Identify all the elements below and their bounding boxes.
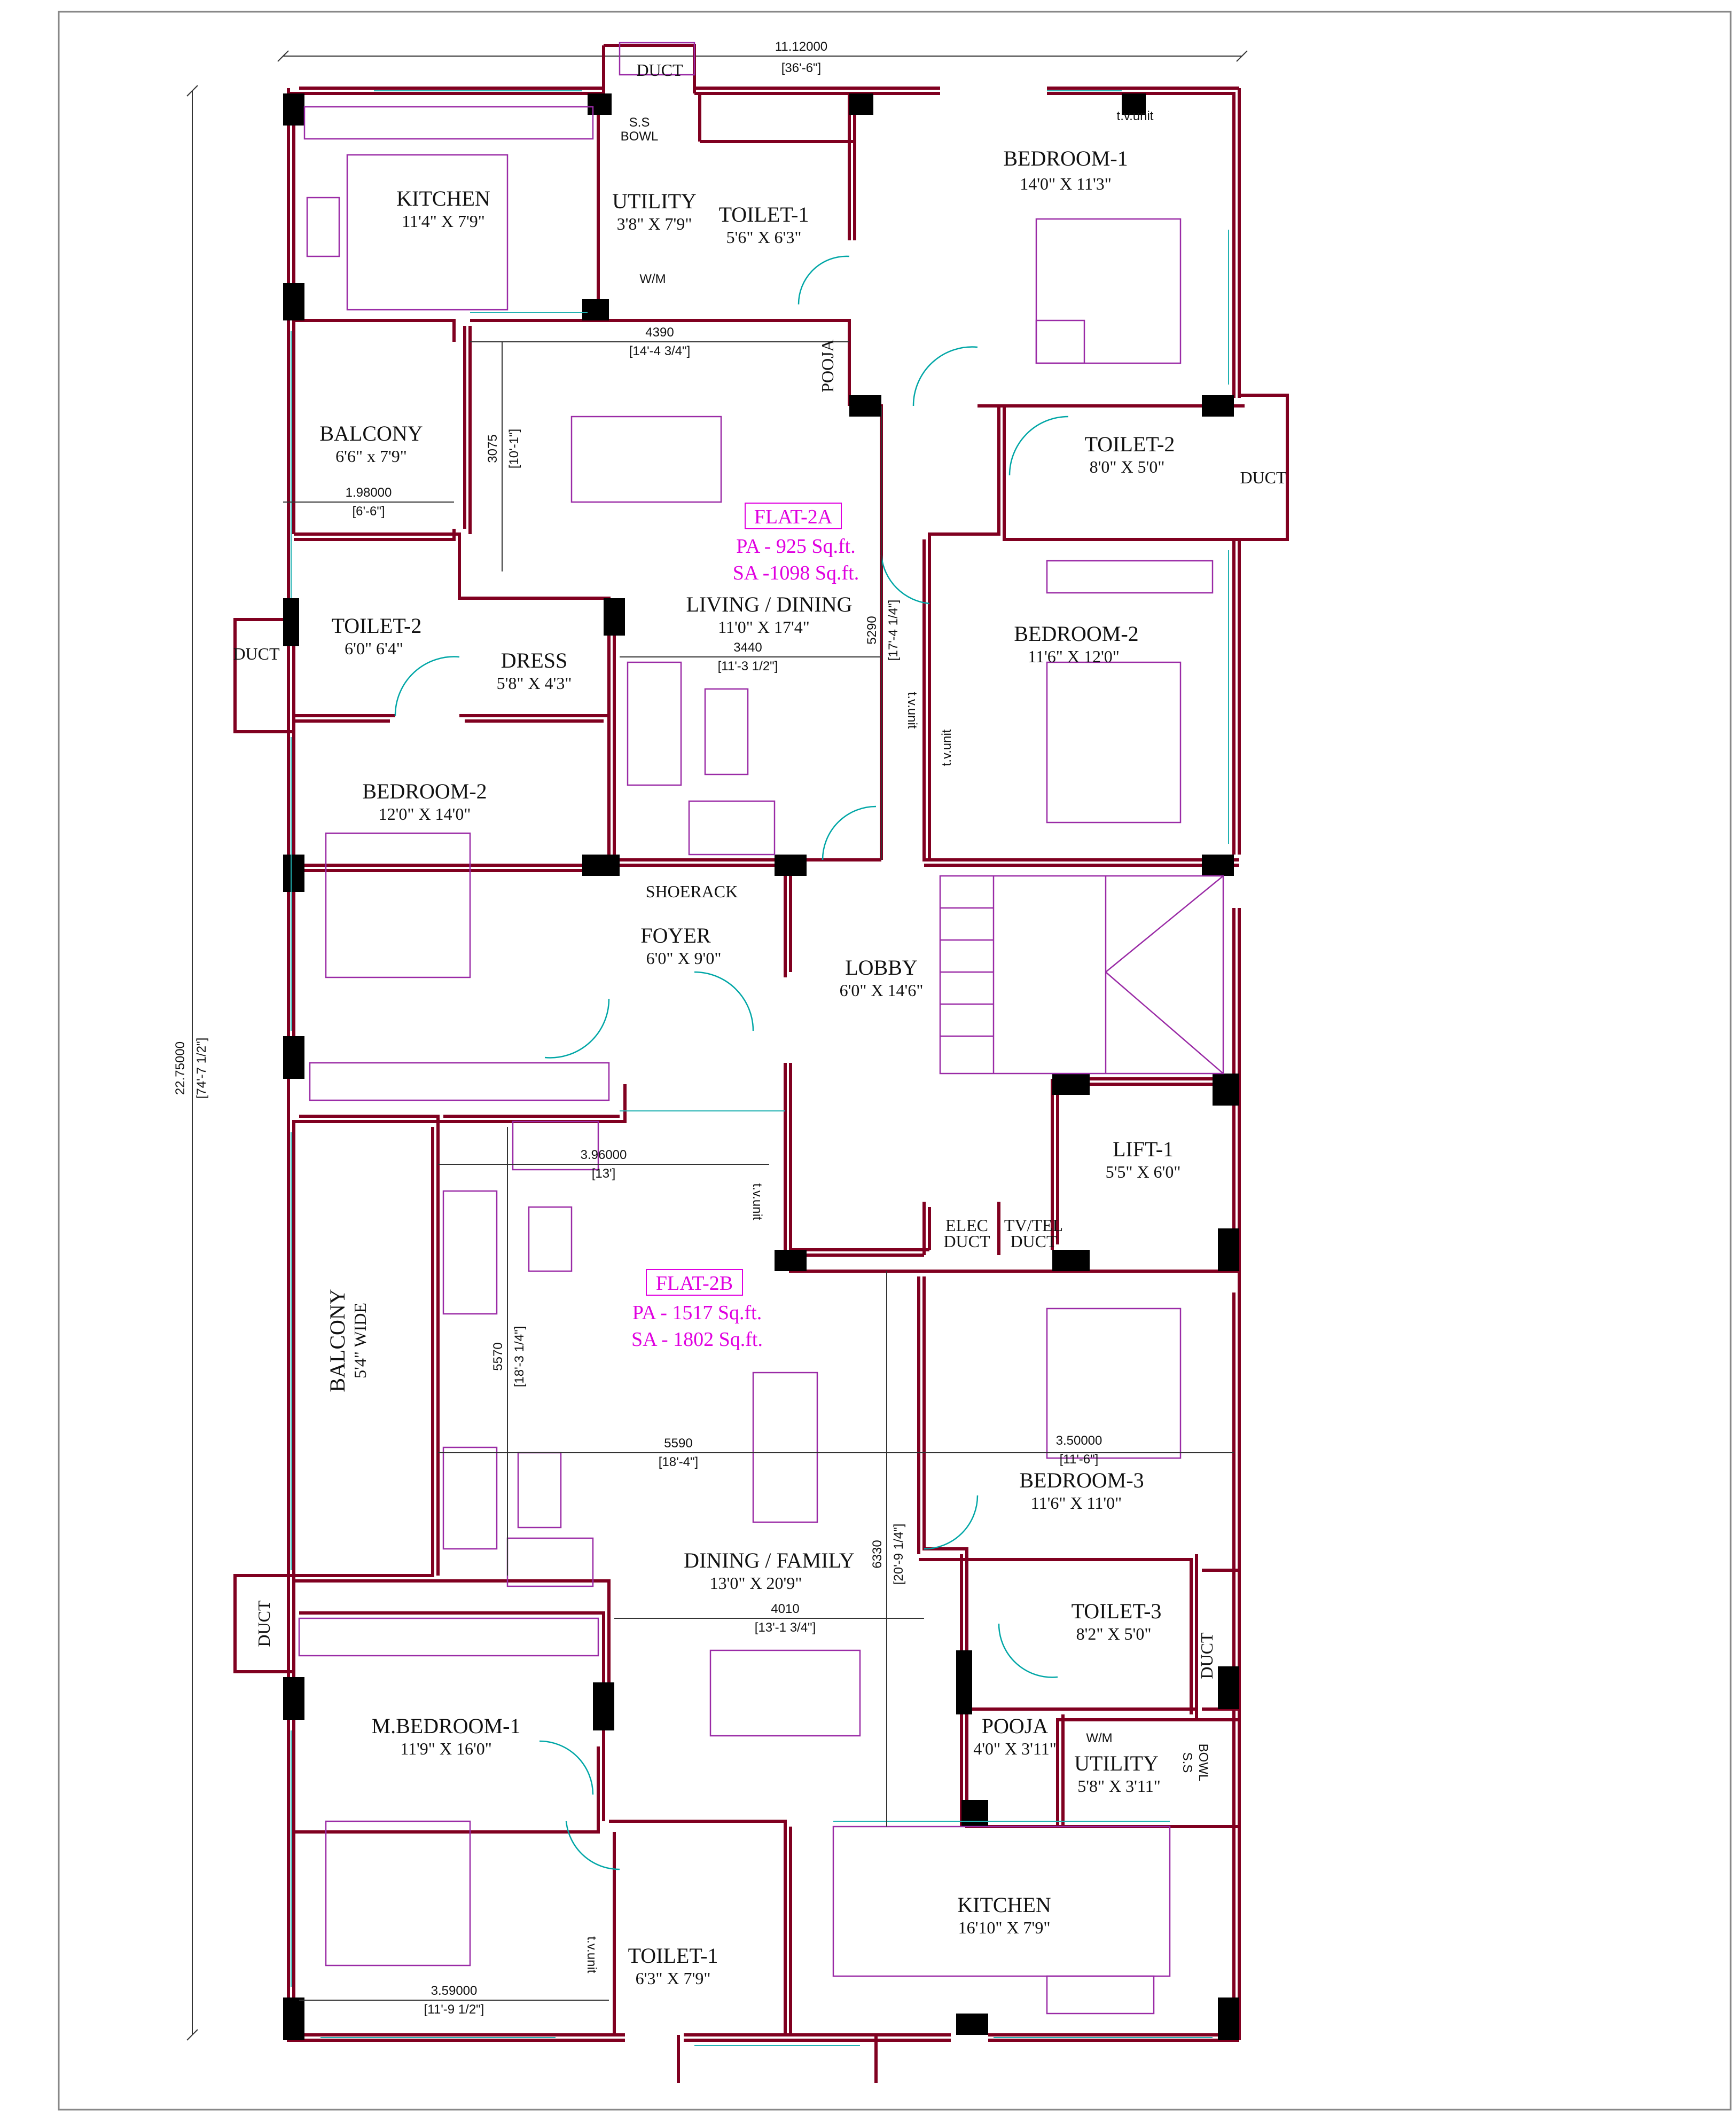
room-utility-top-dims: 3'8" X 7'9" [616,214,692,233]
overall-length-imperial: [74'-7 1/2"] [194,1037,209,1099]
tv-unit-label-family: t.v.unit [750,1183,764,1220]
room-toilet1-bottom-name: TOILET-1 [628,1944,718,1968]
dim-5590-imperial: [18'-4"] [658,1455,699,1469]
dim-359-metric: 3.59000 [431,1984,478,1998]
balcony-wide-dims: 5'4" WIDE [350,1303,370,1378]
room-lobby-name: LOBBY [845,955,918,980]
room-kitchen-bottom-name: KITCHEN [957,1893,1051,1917]
room-foyer-name: FOYER [640,923,711,947]
ss-bowl-label-2: BOWL [620,129,659,144]
room-toilet2-right-dims: 8'0" X 5'0" [1089,457,1165,476]
staircase [940,876,1223,1074]
room-toilet3-name: TOILET-3 [1071,1599,1162,1623]
dim-396-imperial: [13'] [591,1166,616,1181]
room-toilet2-left-dims: 6'0" 6'4" [345,639,403,658]
duct-label-top: DUCT [636,60,683,80]
room-bedroom2-left-name: BEDROOM-2 [362,779,487,803]
dim-6330-imperial: [20'-9 1/4"] [892,1523,906,1585]
flat-2b-name: FLAT-2B [655,1272,733,1295]
room-kitchen-bottom-dims: 16'10" X 7'9" [958,1918,1051,1937]
room-utility-top-name: UTILITY [612,189,697,213]
dim-3440-imperial: [11'-3 1/2"] [717,659,778,673]
balcony-wide-name: BALCONY [325,1289,349,1392]
pooja-label-top: POOJA [818,339,837,393]
tv-unit-label-top: t.v.unit [1116,109,1154,123]
tv-unit-label-living: t.v.unit [905,692,919,729]
fixture-labels [233,60,1287,1973]
flat-2a-pa: PA - 925 Sq.ft. [736,535,856,558]
dim-4010-imperial: [13'-1 3/4"] [754,1620,816,1635]
room-mbedroom1-name: M.BEDROOM-1 [371,1714,521,1738]
dim-5290-metric: 5290 [865,616,879,645]
dim-6330-metric: 6330 [870,1540,885,1569]
dim-198-metric: 1.98000 [345,485,392,500]
room-kitchen-top-name: KITCHEN [396,186,490,210]
overall-width-imperial: [36'-6"] [781,61,822,75]
duct-label-left-bottom: DUCT [254,1600,273,1647]
tv-unit-label-bedroom: t.v.unit [940,729,954,766]
ss-bowl-label-bottom-1: S.S [1180,1752,1194,1773]
wm-label-bottom: W/M [1086,1731,1113,1745]
room-living-dining-name: LIVING / DINING [686,592,853,616]
overall-width-metric: 11.12000 [775,40,828,54]
room-toilet1-bottom-dims: 6'3" X 7'9" [635,1969,711,1988]
tvtel-duct-label-2: DUCT [1010,1232,1057,1251]
room-lift1-name: LIFT-1 [1112,1137,1174,1161]
room-mbedroom1-dims: 11'9" X 16'0" [400,1739,492,1758]
room-dining-family-dims: 13'0" X 20'9" [709,1573,802,1593]
dim-396-metric: 3.96000 [580,1148,627,1162]
dim-350-imperial: [11'-6"] [1059,1452,1099,1467]
elec-duct-label-2: DUCT [943,1232,990,1251]
dim-3440-metric: 3440 [733,640,762,655]
ss-bowl-label-bottom-2: BOWL [1196,1743,1210,1782]
room-utility-bottom-dims: 5'8" X 3'11" [1077,1776,1161,1796]
dim-3075-imperial: [10'-1"] [507,428,521,469]
dim-4010-metric: 4010 [771,1602,800,1616]
room-bedroom1-dims: 14'0" X 11'3" [1020,174,1112,193]
room-pooja-bottom-dims: 4'0" X 3'11" [973,1739,1057,1758]
room-dress-dims: 5'8" X 4'3" [496,673,572,693]
overall-width-dimension [278,40,1247,75]
flat-2b-info [631,1270,763,1351]
dim-350-metric: 3.50000 [1055,1434,1102,1448]
room-toilet1-top-name: TOILET-1 [718,202,809,226]
room-utility-bottom-name: UTILITY [1074,1751,1159,1775]
flat-2a-name: FLAT-2A [754,506,833,528]
flat-2b-sa: SA - 1802 Sq.ft. [631,1328,763,1351]
sheet-frame [59,12,1731,2110]
duct-label-right-bottom: DUCT [1197,1632,1216,1679]
room-labels [319,146,1180,1988]
shoerack-label: SHOERACK [645,882,738,901]
room-balcony-top-dims: 6'6" x 7'9" [335,446,407,466]
room-toilet2-right-name: TOILET-2 [1084,432,1175,456]
room-bedroom1-name: BEDROOM-1 [1003,146,1128,170]
ss-bowl-label-1: S.S [629,115,650,130]
flat-2b-pa: PA - 1517 Sq.ft. [632,1302,762,1324]
room-bedroom3-name: BEDROOM-3 [1019,1468,1144,1492]
room-bedroom3-dims: 11'6" X 11'0" [1030,1493,1122,1513]
dim-359-imperial: [11'-9 1/2"] [424,2002,484,2017]
room-toilet2-left-name: TOILET-2 [331,614,422,638]
dim-5590-metric: 5590 [664,1436,693,1451]
dim-3075-metric: 3075 [486,434,500,463]
room-dress-name: DRESS [501,648,568,672]
flat-2a-sa: SA -1098 Sq.ft. [732,562,859,584]
duct-label-left: DUCT [233,644,280,663]
tvtel-duct-label-1: TV/TEL [1004,1216,1064,1235]
room-bedroom2-left-dims: 12'0" X 14'0" [378,804,471,824]
wm-label-top: W/M [639,272,666,286]
dim-4390-imperial: [14'-4 3/4"] [629,344,691,358]
room-kitchen-top-dims: 11'4" X 7'9" [402,212,485,231]
dim-4390-metric: 4390 [645,325,674,340]
dim-5290-imperial: [17'-4 1/4"] [886,599,901,661]
room-lobby-dims: 6'0" X 14'6" [839,981,924,1000]
room-toilet1-top-dims: 5'6" X 6'3" [726,228,802,247]
dim-198-imperial: [6'-6"] [352,504,385,519]
room-toilet3-dims: 8'2" X 5'0" [1076,1624,1152,1643]
room-bedroom2-right-dims: 11'6" X 12'0" [1028,647,1120,666]
dim-5570-imperial: [18'-3 1/4"] [512,1326,527,1388]
room-pooja-bottom-name: POOJA [981,1714,1049,1738]
overall-length-metric: 22.75000 [173,1041,187,1095]
room-foyer-dims: 6'0" X 9'0" [646,949,722,968]
room-balcony-top-name: BALCONY [319,421,423,445]
room-dining-family-name: DINING / FAMILY [684,1548,855,1572]
room-bedroom2-right-name: BEDROOM-2 [1014,622,1139,646]
duct-label-right: DUCT [1240,468,1287,487]
elec-duct-label-1: ELEC [945,1216,988,1235]
room-lift1-dims: 5'5" X 6'0" [1105,1162,1181,1181]
flat-2a-info [733,503,859,584]
dim-5570-metric: 5570 [491,1342,505,1371]
tv-unit-label-master: t.v.unit [584,1936,599,1973]
room-living-dining-dims: 11'0" X 17'4" [718,617,810,637]
overall-length-dimension [173,85,209,2040]
